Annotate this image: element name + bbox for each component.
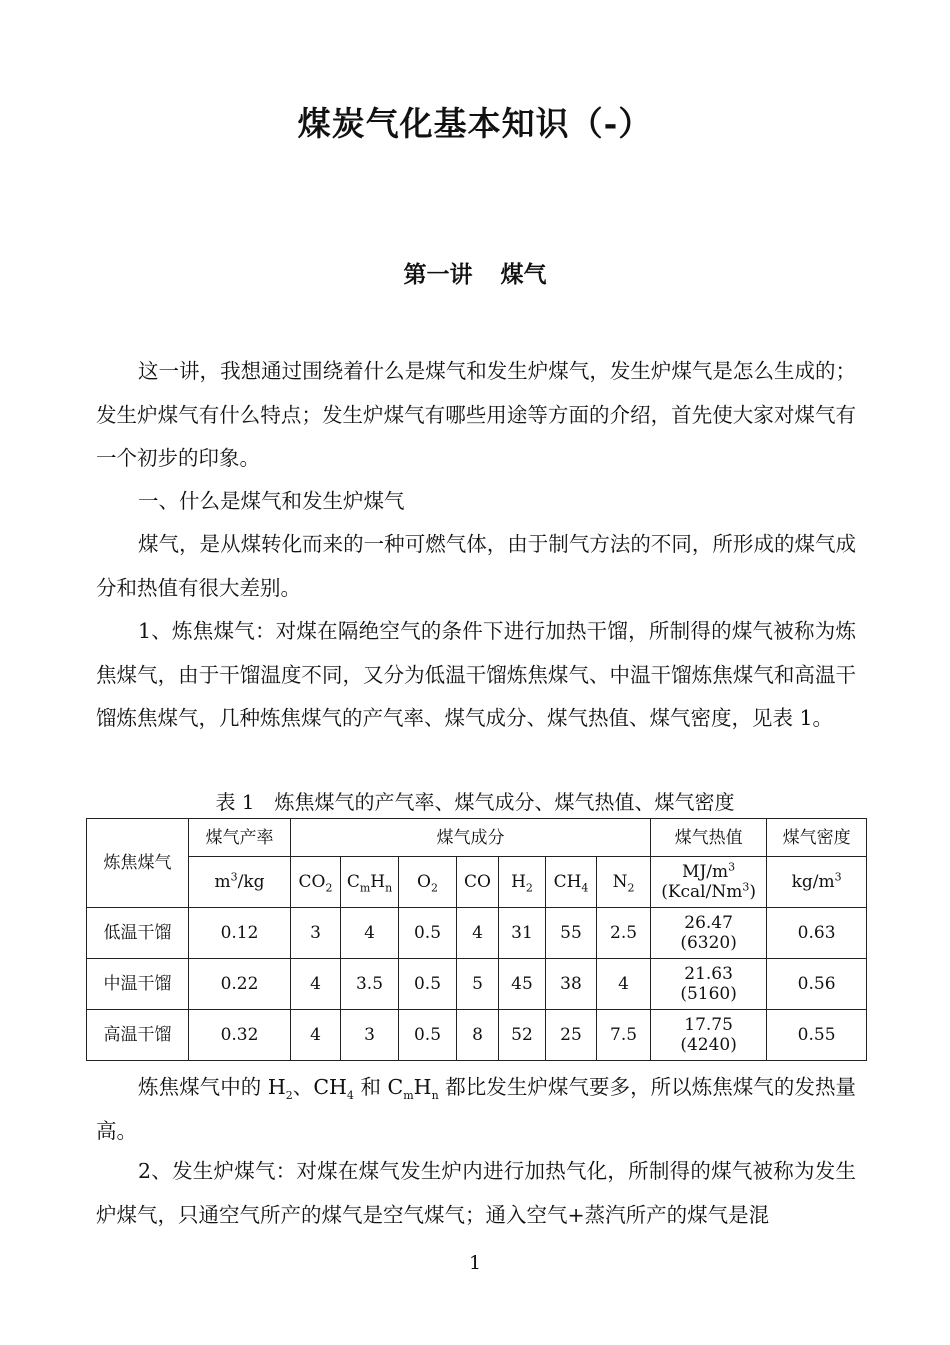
row-o2: 0.5 xyxy=(399,959,457,1010)
lecture-number: 第一讲 xyxy=(403,261,473,288)
unit-density xyxy=(767,857,867,908)
unit-heat-close: ) xyxy=(749,882,756,902)
table-row xyxy=(87,959,867,1010)
after-table-paragraph xyxy=(96,1066,856,1153)
header-coke-gas: 炼焦煤气 xyxy=(87,819,189,908)
row-heat-kcal: (4240) xyxy=(680,1035,737,1055)
o2-sub: 2 xyxy=(430,881,438,895)
row-heat xyxy=(651,908,767,959)
unit-density-sup: 3 xyxy=(834,870,842,884)
after-sub-b: 4 xyxy=(346,1089,354,1103)
row-co: 8 xyxy=(457,1010,499,1061)
table-row xyxy=(87,1010,867,1061)
row-n2: 4 xyxy=(597,959,651,1010)
n2-base: N xyxy=(612,872,628,892)
row-h2: 52 xyxy=(499,1010,546,1061)
header-heat-value: 煤气热值 xyxy=(651,819,767,857)
row-n2: 7.5 xyxy=(597,1010,651,1061)
col-ch4 xyxy=(546,857,597,908)
header-density: 煤气密度 xyxy=(767,819,867,857)
ch4-sub: 4 xyxy=(581,881,589,895)
row-n2: 2.5 xyxy=(597,908,651,959)
row-ch4: 25 xyxy=(546,1010,597,1061)
row-heat-mj: 21.63 xyxy=(684,964,733,984)
row-density: 0.55 xyxy=(767,1010,867,1061)
producer-gas-text: 2、发生炉煤气：对煤在煤气发生炉内进行加热气化，所制得的煤气被称为发生炉煤气，只通空气所产的煤气是空气煤气；通入空气+蒸汽所产的煤气是混 xyxy=(96,1159,856,1227)
coke-gas-text: 1、炼焦煤气：对煤在隔绝空气的条件下进行加热干馏，所制得的煤气被称为炼焦煤气，由于干馏温度不同，又分为低温干馏炼焦煤气、中温干馏炼焦煤气和高温干馏炼焦煤气，几种炼焦煤气的产气率、煤气成分、煤气热值、煤气密度，见表 1。 xyxy=(96,619,856,730)
gas-definition-text: 煤气，是从煤转化而来的一种可燃气体，由于制气方法的不同，所形成的煤气成分和热值有很大差别。 xyxy=(96,532,856,600)
col-o2 xyxy=(399,857,457,908)
after-text-a: 炼焦煤气中的 H xyxy=(138,1075,286,1099)
header-composition: 煤气成分 xyxy=(291,819,651,857)
row-co2: 4 xyxy=(291,959,341,1010)
row-density: 0.56 xyxy=(767,959,867,1010)
row-yield: 0.12 xyxy=(189,908,291,959)
row-ch4: 38 xyxy=(546,959,597,1010)
row-co2: 4 xyxy=(291,1010,341,1061)
n2-sub: 2 xyxy=(627,881,635,895)
cmhn-c: C xyxy=(346,872,360,892)
unit-heat-sup2: 3 xyxy=(742,880,750,894)
unit-heat xyxy=(651,857,767,908)
unit-yield-base: m xyxy=(214,872,231,892)
after-text-d: H xyxy=(413,1075,432,1099)
coke-gas-table xyxy=(86,818,867,1061)
lecture-heading xyxy=(0,256,950,289)
cmhn-n: n xyxy=(385,881,393,895)
row-h2: 45 xyxy=(499,959,546,1010)
row-name: 中温干馏 xyxy=(87,959,189,1010)
row-heat-mj: 26.47 xyxy=(684,913,733,933)
row-o2: 0.5 xyxy=(399,1010,457,1061)
unit-yield-tail: /kg xyxy=(237,872,265,892)
row-density: 0.63 xyxy=(767,908,867,959)
after-text-e: 都比发生炉煤气要多，所以炼焦煤气的发热量高。 xyxy=(96,1075,856,1143)
cmhn-h: H xyxy=(370,872,386,892)
row-name: 高温干馏 xyxy=(87,1010,189,1061)
unit-density-base: kg/m xyxy=(791,872,835,892)
row-heat-kcal: (5160) xyxy=(680,984,737,1004)
o2-base: O xyxy=(417,872,431,892)
row-name: 低温干馏 xyxy=(87,908,189,959)
table-header-row xyxy=(87,819,867,857)
col-co: CO xyxy=(457,857,499,908)
table-unit-row xyxy=(87,857,867,908)
row-co: 4 xyxy=(457,908,499,959)
gas-definition-paragraph xyxy=(96,523,856,610)
producer-gas-paragraph xyxy=(96,1150,856,1237)
row-co2: 3 xyxy=(291,908,341,959)
row-cmhn: 3 xyxy=(341,1010,399,1061)
co2-sub: 2 xyxy=(325,881,333,895)
cmhn-m: m xyxy=(359,881,371,895)
document-title: 煤炭气化基本知识（-） xyxy=(297,104,653,143)
section-heading-text: 一、什么是煤气和发生炉煤气 xyxy=(138,489,405,513)
ch4-base: CH xyxy=(553,872,582,892)
intro-paragraph xyxy=(96,350,856,481)
header-yield: 煤气产率 xyxy=(189,819,291,857)
col-co2 xyxy=(291,857,341,908)
intro-text: 这一讲，我想通过围绕着什么是煤气和发生炉煤气，发生炉煤气是怎么生成的；发生炉煤气有什么特点；发生炉煤气有哪些用途等方面的介绍，首先使大家对煤气有一个初步的印象。 xyxy=(96,359,856,470)
col-n2 xyxy=(597,857,651,908)
h2-sub: 2 xyxy=(525,881,533,895)
col-h2 xyxy=(499,857,546,908)
page-number: 1 xyxy=(468,1252,482,1274)
unit-yield xyxy=(189,857,291,908)
unit-heat-sup: 3 xyxy=(728,860,736,874)
after-sub-c: m xyxy=(403,1089,414,1103)
col-cmhn xyxy=(341,857,399,908)
unit-heat-kcal: (Kcal/Nm xyxy=(661,882,743,902)
table-row xyxy=(87,908,867,959)
row-yield: 0.22 xyxy=(189,959,291,1010)
row-cmhn: 4 xyxy=(341,908,399,959)
row-heat-kcal: (6320) xyxy=(680,933,737,953)
co2-base: CO xyxy=(298,872,326,892)
lecture-name: 煤气 xyxy=(500,261,547,288)
row-h2: 31 xyxy=(499,908,546,959)
after-text-c: 和 C xyxy=(353,1075,404,1099)
row-o2: 0.5 xyxy=(399,908,457,959)
after-sub-a: 2 xyxy=(285,1089,293,1103)
after-sub-d: n xyxy=(431,1089,439,1103)
row-cmhn: 3.5 xyxy=(341,959,399,1010)
row-ch4: 55 xyxy=(546,908,597,959)
section-heading xyxy=(96,480,856,524)
after-text-b: 、CH xyxy=(292,1075,347,1099)
coke-gas-paragraph xyxy=(96,610,856,741)
row-yield: 0.32 xyxy=(189,1010,291,1061)
row-heat xyxy=(651,1010,767,1061)
h2-base: H xyxy=(511,872,526,892)
table-caption: 表 1 炼焦煤气的产气率、煤气成分、煤气热值、煤气密度 xyxy=(215,790,735,814)
row-co: 5 xyxy=(457,959,499,1010)
unit-yield-sup: 3 xyxy=(230,870,238,884)
unit-heat-base: MJ/m xyxy=(682,862,729,882)
row-heat-mj: 17.75 xyxy=(684,1015,733,1035)
row-heat xyxy=(651,959,767,1010)
